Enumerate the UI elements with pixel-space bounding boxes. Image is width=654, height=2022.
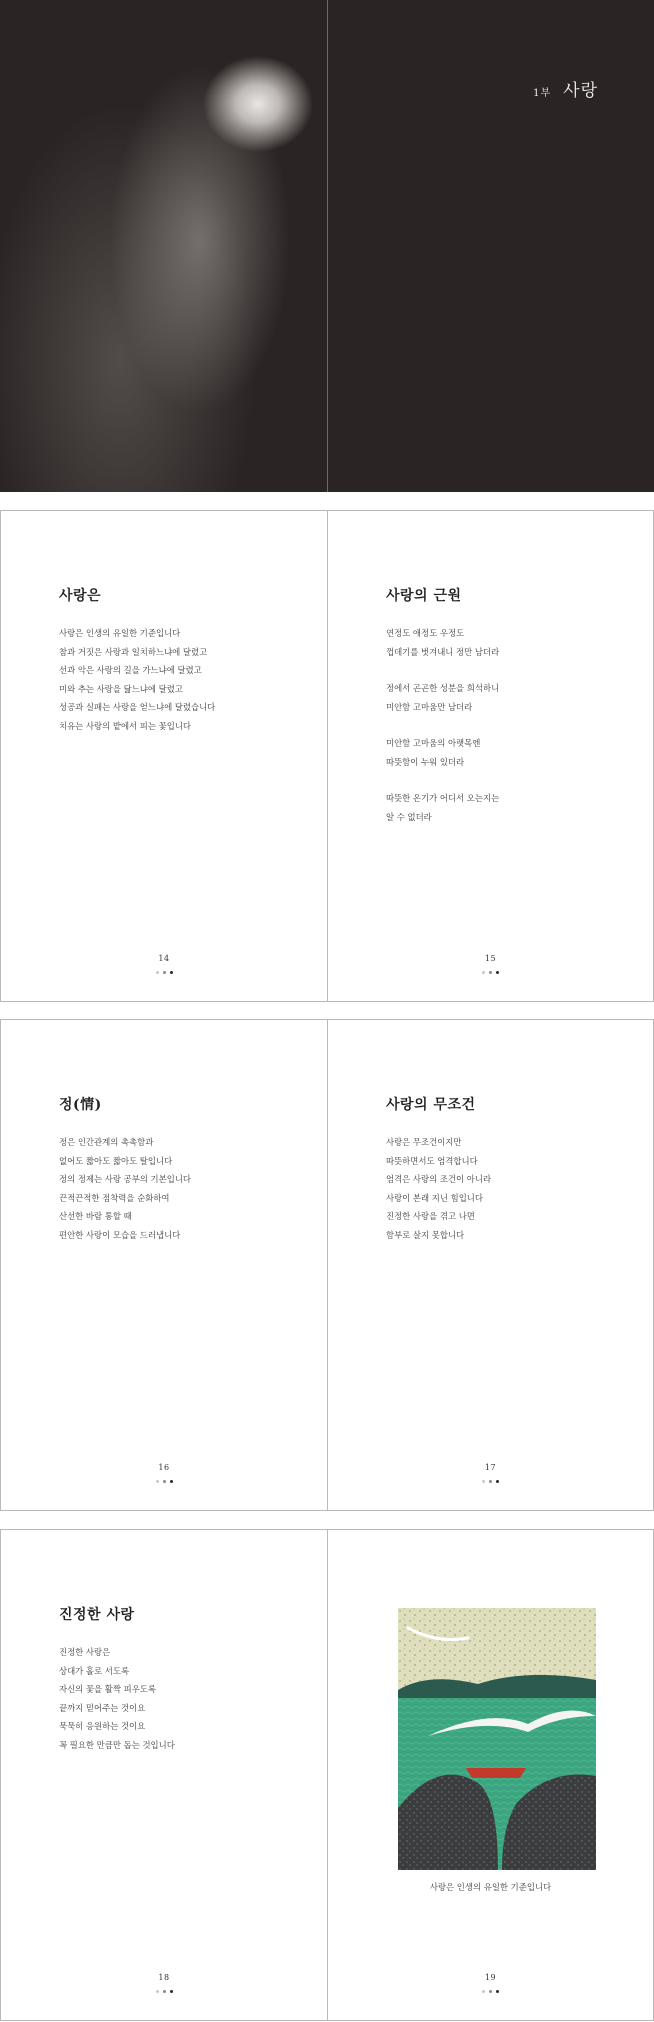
chapter-name: 사랑 <box>563 81 598 101</box>
dot-icon <box>170 971 173 974</box>
page-dots <box>1 971 327 974</box>
poem-line: 진정한 사랑은 <box>59 1647 111 1657</box>
dot-icon <box>170 1480 173 1483</box>
poem-line: 사랑은 인생의 유일한 기준입니다 <box>59 628 181 638</box>
dot-icon <box>170 1990 173 1993</box>
page-dots <box>1 1480 327 1483</box>
spread-pages-14-15 <box>0 510 654 1002</box>
poem-title: 정(情) <box>59 1097 102 1113</box>
dot-icon <box>163 971 166 974</box>
poem-line: 따뜻한 온기가 어디서 오는지는 <box>386 793 500 803</box>
chapter-title <box>533 76 598 101</box>
poem-line: 치유는 사랑의 밭에서 피는 꽃입니다 <box>59 720 192 731</box>
poem-line: 미안함 고마움만 남더라 <box>386 701 473 712</box>
dot-icon <box>156 1990 159 1993</box>
poem-line: 정은 인간관계의 촉촉함과 <box>59 1137 154 1147</box>
boat-illustration <box>398 1608 596 1870</box>
poem-line: 연정도 애정도 우정도 <box>386 628 465 638</box>
poem-line: 사랑은 무조건이지만 <box>386 1137 462 1147</box>
dot-icon <box>496 1990 499 1993</box>
stanza-gap <box>386 771 633 789</box>
chapter-title-page <box>327 0 654 492</box>
page-number: 16 <box>158 1463 170 1472</box>
poem-line: 상대가 홀로 서도록 <box>59 1665 130 1676</box>
dot-icon <box>163 1480 166 1483</box>
page-dots <box>328 1990 653 1993</box>
poem-title: 사랑의 무조건 <box>386 1097 476 1113</box>
page-dots <box>328 1480 653 1483</box>
poem-body <box>59 624 307 735</box>
dot-icon <box>156 971 159 974</box>
dot-icon <box>156 1480 159 1483</box>
poem-line: 성공과 실패는 사랑을 얻느냐에 달렸습니다 <box>59 702 216 712</box>
poem-line: 미안함 고마움의 아랫목엔 <box>386 738 481 748</box>
dot-icon <box>489 971 492 974</box>
page-dots <box>1 1990 327 1993</box>
dot-icon <box>482 1480 485 1483</box>
poem-line: 편안한 사랑이 모습을 드러냅니다 <box>59 1229 181 1240</box>
boat-icon <box>466 1768 526 1778</box>
page-number: 15 <box>484 954 497 963</box>
page-14 <box>1 511 327 1001</box>
illustration-svg <box>398 1608 596 1870</box>
dot-icon <box>496 971 499 974</box>
page-number: 14 <box>158 954 170 963</box>
spread-chapter-opening <box>0 0 654 492</box>
poem-body <box>386 1133 633 1244</box>
page-17 <box>327 1020 653 1510</box>
poem-line: 정에서 곤곤한 성분을 희석하니 <box>386 683 500 693</box>
dot-icon <box>482 1990 485 1993</box>
poem-title: 사랑은 <box>59 588 102 604</box>
poem-body <box>59 1643 307 1754</box>
poem-line: 함부로 살지 못합니다 <box>386 1229 465 1240</box>
chapter-number: 1부 <box>533 88 552 99</box>
poem-title: 진정한 사랑 <box>59 1607 135 1623</box>
poem-line: 엄격은 사랑의 조건이 아니라 <box>386 1174 492 1184</box>
poem-line: 참과 거짓은 사랑과 일치하느냐에 달렸고 <box>59 646 208 657</box>
illustration-caption: 사랑은 인생의 유일한 기준입니다 <box>429 1882 552 1892</box>
poem-line: 산선한 바람 통할 때 <box>59 1211 132 1221</box>
poem-body <box>386 624 633 826</box>
poem-line: 묵묵히 응원하는 것이요 <box>59 1721 146 1731</box>
poem-line: 미와 추는 사랑을 닮느냐에 달렸고 <box>59 683 183 694</box>
dot-icon <box>482 971 485 974</box>
poem-title: 사랑의 근원 <box>386 588 462 604</box>
poem-line: 꼭 필요한 만큼만 돕는 것입니다 <box>59 1739 175 1750</box>
dot-icon <box>489 1480 492 1483</box>
poem-line: 사랑이 본래 지닌 힘입니다 <box>386 1192 483 1203</box>
page-dots <box>328 971 653 974</box>
poem-line: 따뜻함이 누워 있더라 <box>386 756 465 767</box>
spread-pages-16-17 <box>0 1019 654 1511</box>
stanza-gap <box>386 716 633 734</box>
poem-line: 진정한 사랑을 겪고 나면 <box>386 1211 475 1221</box>
poem-line: 껍데기를 벗겨내니 정만 남더라 <box>386 646 500 657</box>
dot-icon <box>489 1990 492 1993</box>
poem-line: 선과 악은 사랑의 길을 가느냐에 달렸고 <box>59 665 202 675</box>
poem-line: 없어도 짧아도 짧아도 탈입니다 <box>59 1155 173 1166</box>
poem-line: 정의 정제는 사랑 공부의 기본입니다 <box>59 1174 192 1184</box>
stanza-gap <box>386 661 633 679</box>
poem-line: 알 수 없더라 <box>386 811 432 822</box>
comet-photo <box>0 0 327 492</box>
page-18 <box>1 1530 327 2020</box>
poem-line: 끝까지 믿어주는 것이요 <box>59 1702 146 1713</box>
poem-line: 자신의 꽃을 활짝 피우도록 <box>59 1684 156 1694</box>
page-number: 17 <box>484 1463 497 1472</box>
dot-icon <box>163 1990 166 1993</box>
poem-line: 따뜻하면서도 엄격합니다 <box>386 1155 478 1166</box>
dot-icon <box>496 1480 499 1483</box>
spread-pages-18-19 <box>0 1529 654 2021</box>
poem-body <box>59 1133 307 1244</box>
page-15 <box>327 511 653 1001</box>
page-number: 18 <box>158 1973 170 1982</box>
page-number: 19 <box>484 1973 497 1982</box>
page-16 <box>1 1020 327 1510</box>
page-19 <box>327 1530 653 2020</box>
poem-line: 끈적끈적한 점착력을 순화하여 <box>59 1192 170 1203</box>
